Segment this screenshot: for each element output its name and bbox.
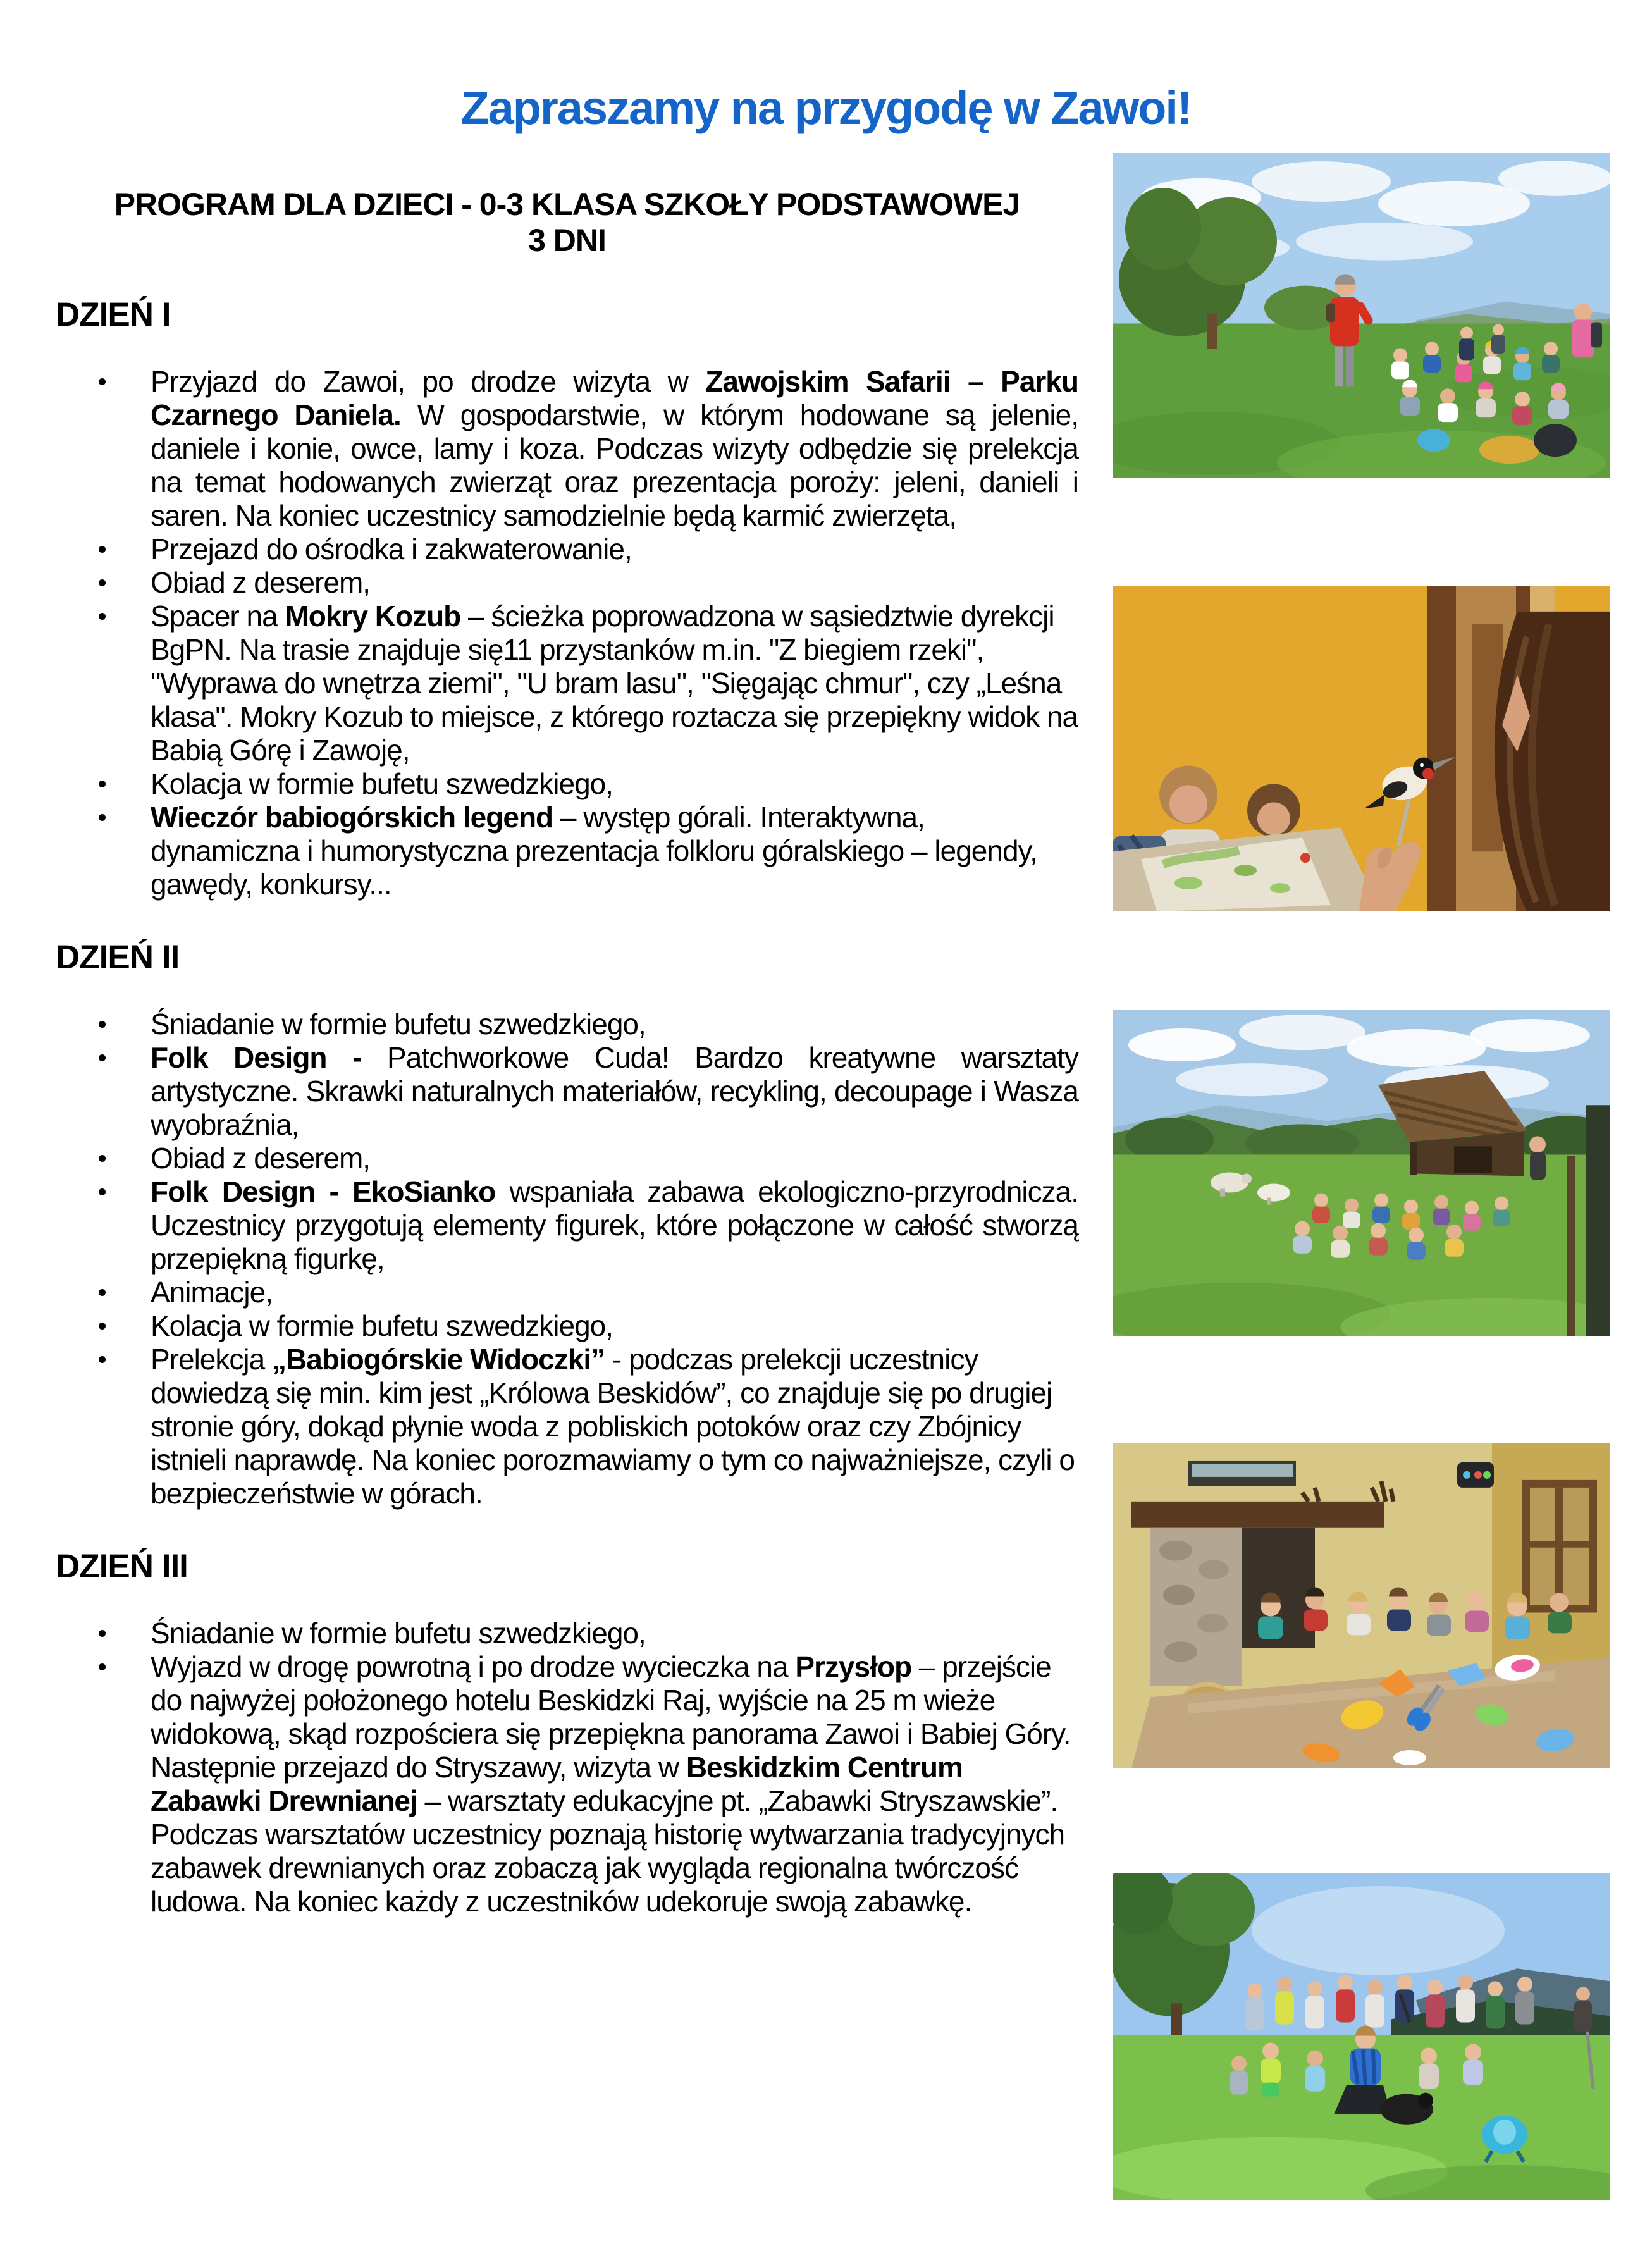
bullet-item xyxy=(56,1309,1078,1343)
craft-workshop-illustration xyxy=(1113,1443,1610,1768)
craft-workshop-photo xyxy=(1113,1443,1610,1768)
bullet-text: Kolacja w formie bufetu szwedzkiego, xyxy=(151,1309,613,1342)
subtitle-line-2: 3 DNI xyxy=(528,223,606,258)
bullet-text: Wyjazd w drogę powrotną i po drodze wycieczka na xyxy=(151,1650,796,1683)
bullet-text: – warsztaty edukacyjne pt. „Zabawki Stryszawskie”. Podczas warsztatów uczestnicy poznają historię wytwarzania tradycyjnych zabawek drewnianych oraz zobaczą jak wygląda regionalna twórczość ludowa. Na koniec każdy z uczestników udekoruje swoją zabawkę. xyxy=(151,1784,1065,1918)
bullet-item xyxy=(56,1650,1078,1918)
bullet-list xyxy=(56,1008,1078,1510)
bullet-text: Obiad z deserem, xyxy=(151,566,371,599)
bullet-item xyxy=(56,566,1078,600)
bullet-item xyxy=(56,767,1078,801)
bullet-text: Śniadanie w formie bufetu szwedzkiego, xyxy=(151,1008,646,1040)
sections-container xyxy=(56,295,1078,1918)
bullet-item xyxy=(56,1175,1078,1276)
bullet-text-bold: Zawojskim Safarii – Parku Czarnego Daniela. xyxy=(151,365,1078,431)
bullet-text: Kolacja w formie bufetu szwedzkiego, xyxy=(151,767,613,800)
bullet-text: – przejście do najwyżej położonego hotelu Beskidzki Raj, wyjście na 25 m wieże widokową, skąd rozpościera się przepiękna panorama Zawoi i Babiej Góry. Następnie przejazd do Stryszawy, wizyta w xyxy=(151,1650,1071,1784)
bullet-text-bold: Mokry Kozub xyxy=(285,600,461,633)
section-heading: DZIEŃ III xyxy=(56,1548,188,1585)
bullet-text-bold: „Babiogórskie Widoczki” xyxy=(271,1343,605,1376)
summit-group-illustration xyxy=(1113,1873,1610,2200)
hut-meadow-photo xyxy=(1113,1010,1610,1336)
bird-painting-photo xyxy=(1113,586,1610,911)
bullet-text-bold: Przysłop xyxy=(795,1650,912,1683)
bullet-item xyxy=(56,1343,1078,1510)
bullet-text: wspaniała zabawa ekologiczno-przyrodnicza. Uczestnicy przygotują elementy figurek, które połączone w całość stworzą przepiękną figurkę, xyxy=(151,1175,1078,1275)
bullet-text: – ścieżka poprowadzona w sąsiedztwie dyrekcji BgPN. Na trasie znajduje się11 przystanków m.in. "Z biegiem rzeki", "Wyprawa do wnętrza ziemi", "U bram lasu", "Sięgając chmur", czy „Leśna klasa". Mokry Kozub to miejsce, z którego roztacza się przepiękny widok na Babią Górę i Zawoję, xyxy=(151,600,1078,767)
bullet-item xyxy=(56,600,1078,767)
section-heading: DZIEŃ I xyxy=(56,296,171,333)
bullet-text-bold: Folk Design - xyxy=(151,1041,388,1074)
bullet-text: Śniadanie w formie bufetu szwedzkiego, xyxy=(151,1617,646,1650)
bullet-item xyxy=(56,801,1078,901)
program-subtitle xyxy=(56,187,1078,259)
meadow-lecture-photo xyxy=(1113,153,1610,478)
bullet-text-bold: Folk Design - EkoSianko xyxy=(151,1175,496,1208)
bullet-text: Przyjazd do Zawoi, po drodze wizyta w xyxy=(151,365,706,398)
bullet-text: Animacje, xyxy=(151,1276,273,1309)
meadow-lecture-illustration xyxy=(1113,153,1610,478)
bird-painting-illustration xyxy=(1113,586,1610,911)
bullet-item xyxy=(56,1041,1078,1142)
bullet-text: Prelekcja xyxy=(151,1343,272,1376)
section-heading: DZIEŃ II xyxy=(56,939,180,976)
bullet-item xyxy=(56,533,1078,566)
hut-meadow-illustration xyxy=(1113,1010,1610,1336)
bullet-text-bold: Wieczór babiogórskich legend xyxy=(151,801,553,834)
bullet-text: Patchworkowe Cuda! Bardzo kreatywne warsztaty artystyczne. Skrawki naturalnych materiałów, recykling, decoupage i Wasza wyobraźnia, xyxy=(151,1041,1078,1141)
bullet-list xyxy=(56,1617,1078,1918)
bullet-text: W gospodarstwie, w którym hodowane są jelenie, daniele i konie, owce, lamy i koza. Podczas wizyty odbędzie się prelekcja na temat hodowanych zwierząt oraz prezentacja poroży: jeleni, danieli i saren. Na koniec uczestnicy samodzielnie będą karmić zwierzęta, xyxy=(151,398,1078,532)
page-title: Zapraszamy na przygodę w Zawoi! xyxy=(460,82,1192,134)
subtitle-line-1: PROGRAM DLA DZIECI - 0-3 KLASA SZKOŁY PODSTAWOWEJ xyxy=(114,187,1020,222)
bullet-item xyxy=(56,1008,1078,1041)
bullet-text: – występ górali. Interaktywna, dynamiczna i humorystyczna prezentacja folkloru góralskiego – legendy, gawędy, konkursy... xyxy=(151,801,1037,901)
bullet-text: Przejazd do ośrodka i zakwaterowanie, xyxy=(151,533,632,565)
bullet-text: Spacer na xyxy=(151,600,285,633)
bullet-text: - podczas prelekcji uczestnicy dowiedzą się min. kim jest „Królowa Beskidów”, co znajduje się po drugiej stronie góry, dokąd płynie woda z pobliskich potoków oraz czy Zbójnicy istnieli naprawdę. Na koniec porozmawiamy o tym co najważniejsze, czyli o bezpieczeństwie w górach. xyxy=(151,1343,1075,1510)
program-content xyxy=(56,187,1078,1918)
bullet-list xyxy=(56,365,1078,901)
bullet-item xyxy=(56,1617,1078,1650)
bullet-text-bold: Beskidzkim Centrum Zabawki Drewnianej xyxy=(151,1751,963,1817)
bullet-item xyxy=(56,1276,1078,1309)
bullet-item xyxy=(56,1142,1078,1175)
summit-group-photo xyxy=(1113,1873,1610,2200)
bullet-item xyxy=(56,365,1078,533)
bullet-text: Obiad z deserem, xyxy=(151,1142,371,1175)
